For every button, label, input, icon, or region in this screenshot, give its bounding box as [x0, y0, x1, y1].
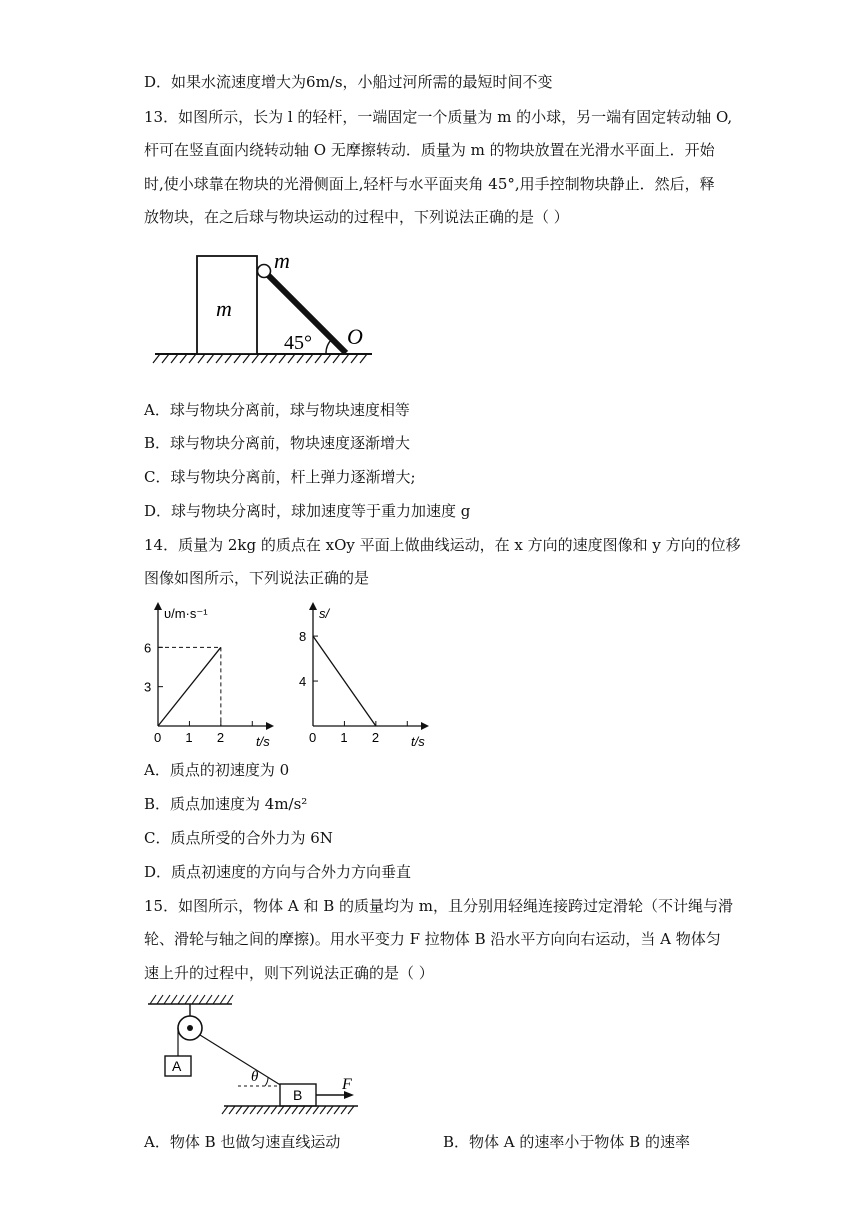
ceiling-hatch	[150, 995, 233, 1004]
q14-option-a: A．质点的初速度为 0	[144, 761, 290, 779]
q15-stem-line-3: 速上升的过程中，则下列说法正确的是（ ）	[144, 964, 434, 982]
q13-stem-line-1: 13．如图所示，长为 l 的轻杆，一端固定一个质量为 m 的小球，另一端有固定转动轴 O,	[144, 108, 733, 126]
q14-velocity-chart	[138, 600, 288, 755]
q14-option-c: C．质点所受的合外力为 6N	[144, 829, 333, 847]
rope-to-b	[200, 1035, 282, 1086]
y-axis-label: υ/m·s⁻¹	[164, 606, 208, 621]
q13-option-a: A．球与物块分离前，球与物块速度相等	[144, 401, 410, 419]
x-tick-label: 2	[371, 730, 380, 745]
y-axis-label: s/	[319, 606, 330, 621]
force-label: F	[342, 1076, 352, 1093]
y-tick-label: 4	[299, 674, 307, 690]
y-axis-arrow	[309, 602, 317, 610]
q15-option-b: B．物体 A 的速率小于物体 B 的速率	[443, 1133, 690, 1151]
ball	[258, 265, 271, 278]
ball-label: m	[274, 248, 290, 273]
axes	[154, 602, 274, 730]
x-axis-arrow	[421, 722, 429, 730]
q15-stem-line-2: 轮、滑轮与轴之间的摩擦)。用水平变力 F 拉物体 B 沿水平方向向右运动，当 A 物体匀	[144, 930, 721, 948]
q14-option-b: B．质点加速度为 4m/s²	[144, 795, 308, 813]
y-tick-label: 3	[144, 679, 152, 695]
block-label: m	[216, 296, 232, 321]
x-tick-label: 2	[216, 730, 225, 745]
block-a-label: A	[172, 1058, 182, 1074]
x-tick-label: 0	[154, 730, 162, 745]
q13-stem-line-3: 时,使小球靠在物块的光滑侧面上,轻杆与水平面夹角 45°,用手控制物块静止．然后，释	[144, 175, 715, 193]
q15-stem-line-1: 15．如图所示，物体 A 和 B 的质量均为 m，且分别用轻绳连接跨过定滑轮（不计绳与滑	[144, 897, 734, 915]
y-tick-label: 8	[299, 629, 307, 645]
q15-figure	[144, 992, 374, 1116]
q14-displacement-chart	[293, 600, 443, 755]
q14-stem-line-1: 14．质量为 2kg 的质点在 xOy 平面上做曲线运动，在 x 方向的速度图像和 y 方向的位移	[144, 536, 741, 554]
block-b-label: B	[293, 1087, 303, 1103]
q14-stem-line-2: 图像如图所示，下列说法正确的是	[144, 569, 370, 587]
x-tick-label: 1	[185, 730, 193, 745]
q13-stem-line-2: 杆可在竖直面内绕转动轴 O 无摩擦转动．质量为 m 的物块放置在光滑水平面上．开始	[144, 141, 715, 159]
q13-figure	[150, 246, 390, 372]
series-line	[313, 636, 376, 726]
x-tick-label: 0	[309, 730, 317, 745]
x-axis-arrow	[266, 722, 274, 730]
angle-label: 45°	[284, 332, 312, 354]
q14-option-d: D．质点初速度的方向与合外力方向垂直	[144, 863, 412, 881]
q15-option-a: A．物体 B 也做匀速直线运动	[144, 1133, 341, 1151]
q13-option-d: D．球与物块分离时，球加速度等于重力加速度 g	[144, 502, 471, 520]
angle-label: θ	[251, 1069, 259, 1085]
q13-stem-line-4: 放物块，在之后球与物块运动的过程中，下列说法正确的是（ ）	[144, 208, 569, 226]
pulley-axle	[187, 1025, 193, 1031]
y-tick-label: 6	[144, 640, 152, 656]
pivot-label: O	[347, 324, 363, 349]
ground-hatch	[153, 354, 367, 363]
q13-option-b: B．球与物块分离前，物块速度逐渐增大	[144, 434, 411, 452]
axes	[309, 602, 429, 730]
x-axis-label: t/s	[256, 734, 270, 749]
x-tick-label: 1	[340, 730, 348, 745]
series-line	[158, 647, 221, 726]
q13-option-c: C．球与物块分离前，杆上弹力逐渐增大;	[144, 468, 416, 486]
angle-arc	[265, 1077, 268, 1086]
floor-hatch	[222, 1106, 354, 1114]
y-axis-arrow	[154, 602, 162, 610]
x-axis-label: t/s	[411, 734, 425, 749]
q12-option-d: D．如果水流速度增大为6m/s，小船过河所需的最短时间不变	[144, 73, 553, 91]
